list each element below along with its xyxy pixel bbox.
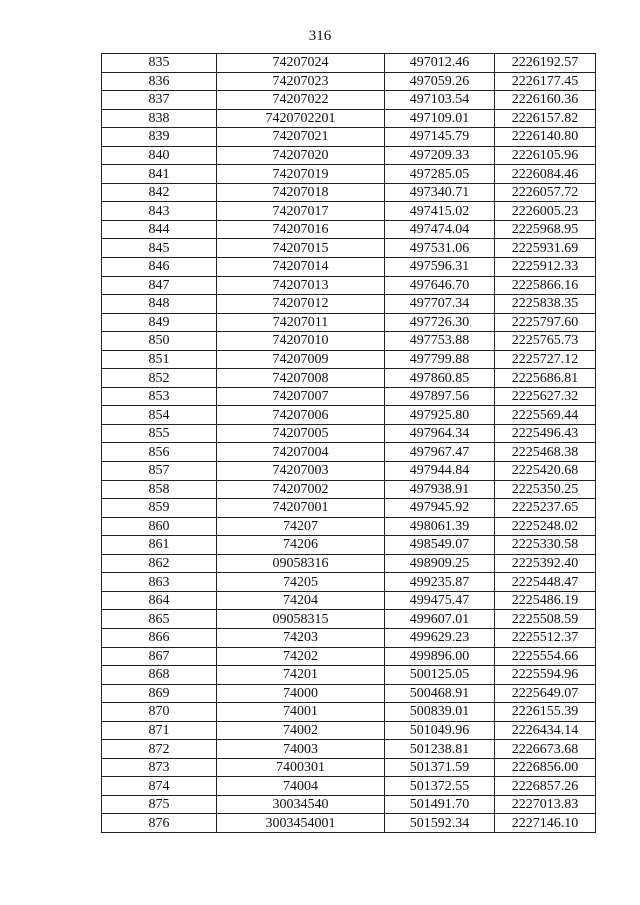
table-row [102,295,596,314]
point-code-cell: 74207010 [217,332,385,351]
table-row [102,54,596,73]
y-coordinate-cell: 2227146.10 [495,814,596,833]
y-coordinate-cell: 2226160.36 [495,91,596,110]
point-number-cell: 871 [102,721,217,740]
point-code-cell: 74207024 [217,54,385,73]
point-code-cell: 74207003 [217,462,385,481]
point-code-cell: 74207004 [217,443,385,462]
x-coordinate-cell: 497938.91 [385,480,495,499]
point-number-cell: 875 [102,795,217,814]
table-row [102,684,596,703]
x-coordinate-cell: 497415.02 [385,202,495,221]
y-coordinate-cell: 2226155.39 [495,703,596,722]
y-coordinate-cell: 2225686.81 [495,369,596,388]
point-code-cell: 74206 [217,536,385,555]
y-coordinate-cell: 2226105.96 [495,146,596,165]
y-coordinate-cell: 2225448.47 [495,573,596,592]
y-coordinate-cell: 2225627.32 [495,387,596,406]
y-coordinate-cell: 2226856.00 [495,758,596,777]
x-coordinate-cell: 497753.88 [385,332,495,351]
table-row [102,387,596,406]
point-number-cell: 852 [102,369,217,388]
y-coordinate-cell: 2226084.46 [495,165,596,184]
table-row [102,480,596,499]
table-row [102,165,596,184]
x-coordinate-cell: 500839.01 [385,703,495,722]
y-coordinate-cell: 2225512.37 [495,628,596,647]
point-code-cell: 74202 [217,647,385,666]
point-number-cell: 872 [102,740,217,759]
point-number-cell: 869 [102,684,217,703]
point-number-cell: 876 [102,814,217,833]
y-coordinate-cell: 2225330.58 [495,536,596,555]
x-coordinate-cell: 500468.91 [385,684,495,703]
x-coordinate-cell: 501592.34 [385,814,495,833]
point-number-cell: 863 [102,573,217,592]
point-number-cell: 858 [102,480,217,499]
point-code-cell: 74207012 [217,295,385,314]
x-coordinate-cell: 501491.70 [385,795,495,814]
x-coordinate-cell: 497726.30 [385,313,495,332]
y-coordinate-cell: 2226192.57 [495,54,596,73]
point-code-cell: 7420702201 [217,109,385,128]
point-number-cell: 840 [102,146,217,165]
x-coordinate-cell: 497596.31 [385,258,495,277]
table-row [102,369,596,388]
table-row [102,517,596,536]
x-coordinate-cell: 497646.70 [385,276,495,295]
table-row [102,610,596,629]
y-coordinate-cell: 2225554.66 [495,647,596,666]
table-row [102,740,596,759]
point-number-cell: 862 [102,554,217,573]
x-coordinate-cell: 497285.05 [385,165,495,184]
y-coordinate-cell: 2226157.82 [495,109,596,128]
point-number-cell: 843 [102,202,217,221]
point-number-cell: 859 [102,499,217,518]
coordinates-table [101,53,596,833]
point-code-cell: 09058316 [217,554,385,573]
point-number-cell: 856 [102,443,217,462]
point-code-cell: 74000 [217,684,385,703]
x-coordinate-cell: 501371.59 [385,758,495,777]
y-coordinate-cell: 2226005.23 [495,202,596,221]
point-code-cell: 74207022 [217,91,385,110]
point-code-cell: 74207006 [217,406,385,425]
page-number: 316 [308,28,332,44]
point-number-cell: 845 [102,239,217,258]
table-row [102,332,596,351]
y-coordinate-cell: 2225649.07 [495,684,596,703]
table-row [102,758,596,777]
y-coordinate-cell: 2225931.69 [495,239,596,258]
x-coordinate-cell: 501049.96 [385,721,495,740]
point-number-cell: 864 [102,591,217,610]
point-code-cell: 74207013 [217,276,385,295]
x-coordinate-cell: 497109.01 [385,109,495,128]
y-coordinate-cell: 2225968.95 [495,220,596,239]
x-coordinate-cell: 497059.26 [385,72,495,91]
x-coordinate-cell: 499475.47 [385,591,495,610]
table-row [102,202,596,221]
table-row [102,183,596,202]
y-coordinate-cell: 2225468.38 [495,443,596,462]
point-code-cell: 7400301 [217,758,385,777]
x-coordinate-cell: 497925.80 [385,406,495,425]
point-code-cell: 74207015 [217,239,385,258]
y-coordinate-cell: 2226434.14 [495,721,596,740]
x-coordinate-cell: 500125.05 [385,666,495,685]
x-coordinate-cell: 497707.34 [385,295,495,314]
x-coordinate-cell: 497209.33 [385,146,495,165]
y-coordinate-cell: 2226140.80 [495,128,596,147]
table-row [102,91,596,110]
y-coordinate-cell: 2225594.96 [495,666,596,685]
y-coordinate-cell: 2225765.73 [495,332,596,351]
x-coordinate-cell: 497860.85 [385,369,495,388]
point-code-cell: 74205 [217,573,385,592]
y-coordinate-cell: 2226673.68 [495,740,596,759]
table-row [102,462,596,481]
x-coordinate-cell: 501372.55 [385,777,495,796]
table-row [102,703,596,722]
point-number-cell: 855 [102,424,217,443]
point-number-cell: 873 [102,758,217,777]
point-number-cell: 848 [102,295,217,314]
x-coordinate-cell: 497964.34 [385,424,495,443]
point-number-cell: 853 [102,387,217,406]
table-row [102,146,596,165]
table-row [102,536,596,555]
point-code-cell: 74207 [217,517,385,536]
table-row [102,276,596,295]
x-coordinate-cell: 499629.23 [385,628,495,647]
y-coordinate-cell: 2226857.26 [495,777,596,796]
y-coordinate-cell: 2225912.33 [495,258,596,277]
point-number-cell: 839 [102,128,217,147]
x-coordinate-cell: 497897.56 [385,387,495,406]
point-number-cell: 836 [102,72,217,91]
y-coordinate-cell: 2225420.68 [495,462,596,481]
point-number-cell: 850 [102,332,217,351]
table-row [102,72,596,91]
point-code-cell: 74002 [217,721,385,740]
table-row [102,109,596,128]
table-row [102,666,596,685]
point-number-cell: 874 [102,777,217,796]
point-code-cell: 74207008 [217,369,385,388]
x-coordinate-cell: 501238.81 [385,740,495,759]
table-row [102,220,596,239]
point-code-cell: 74207017 [217,202,385,221]
table-row [102,573,596,592]
point-number-cell: 847 [102,276,217,295]
y-coordinate-cell: 2225727.12 [495,350,596,369]
y-coordinate-cell: 2225797.60 [495,313,596,332]
table-row [102,239,596,258]
y-coordinate-cell: 2225838.35 [495,295,596,314]
point-number-cell: 854 [102,406,217,425]
x-coordinate-cell: 498549.07 [385,536,495,555]
point-number-cell: 857 [102,462,217,481]
x-coordinate-cell: 497340.71 [385,183,495,202]
table-row [102,777,596,796]
y-coordinate-cell: 2225350.25 [495,480,596,499]
table-row [102,350,596,369]
point-number-cell: 865 [102,610,217,629]
point-code-cell: 74207023 [217,72,385,91]
table-row [102,628,596,647]
y-coordinate-cell: 2225496.43 [495,424,596,443]
point-code-cell: 74207007 [217,387,385,406]
x-coordinate-cell: 498909.25 [385,554,495,573]
point-number-cell: 851 [102,350,217,369]
x-coordinate-cell: 497945.92 [385,499,495,518]
point-code-cell: 74203 [217,628,385,647]
point-number-cell: 846 [102,258,217,277]
point-number-cell: 841 [102,165,217,184]
table-row [102,313,596,332]
x-coordinate-cell: 497944.84 [385,462,495,481]
point-number-cell: 838 [102,109,217,128]
y-coordinate-cell: 2227013.83 [495,795,596,814]
x-coordinate-cell: 497799.88 [385,350,495,369]
coordinates-table-body [102,54,596,833]
x-coordinate-cell: 499896.00 [385,647,495,666]
y-coordinate-cell: 2225248.02 [495,517,596,536]
x-coordinate-cell: 497103.54 [385,91,495,110]
point-number-cell: 835 [102,54,217,73]
point-number-cell: 837 [102,91,217,110]
y-coordinate-cell: 2225569.44 [495,406,596,425]
point-code-cell: 74207019 [217,165,385,184]
point-code-cell: 74207021 [217,128,385,147]
table-row [102,128,596,147]
point-number-cell: 867 [102,647,217,666]
point-code-cell: 74207002 [217,480,385,499]
point-code-cell: 74207011 [217,313,385,332]
point-code-cell: 74001 [217,703,385,722]
x-coordinate-cell: 499235.87 [385,573,495,592]
point-number-cell: 868 [102,666,217,685]
y-coordinate-cell: 2226057.72 [495,183,596,202]
point-code-cell: 74004 [217,777,385,796]
point-number-cell: 842 [102,183,217,202]
point-code-cell: 74201 [217,666,385,685]
table-row [102,591,596,610]
x-coordinate-cell: 497967.47 [385,443,495,462]
point-code-cell: 74207009 [217,350,385,369]
table-row [102,424,596,443]
table-row [102,721,596,740]
y-coordinate-cell: 2225486.19 [495,591,596,610]
table-row [102,406,596,425]
x-coordinate-cell: 497531.06 [385,239,495,258]
x-coordinate-cell: 498061.39 [385,517,495,536]
point-number-cell: 860 [102,517,217,536]
table-row [102,258,596,277]
point-code-cell: 74204 [217,591,385,610]
table-row [102,554,596,573]
point-number-cell: 844 [102,220,217,239]
point-code-cell: 74207016 [217,220,385,239]
point-code-cell: 09058315 [217,610,385,629]
point-code-cell: 30034540 [217,795,385,814]
point-code-cell: 3003454001 [217,814,385,833]
point-code-cell: 74003 [217,740,385,759]
point-number-cell: 849 [102,313,217,332]
x-coordinate-cell: 497012.46 [385,54,495,73]
x-coordinate-cell: 499607.01 [385,610,495,629]
x-coordinate-cell: 497474.04 [385,220,495,239]
table-row [102,795,596,814]
table-row [102,499,596,518]
point-number-cell: 866 [102,628,217,647]
y-coordinate-cell: 2225237.65 [495,499,596,518]
y-coordinate-cell: 2226177.45 [495,72,596,91]
point-number-cell: 861 [102,536,217,555]
table-row [102,443,596,462]
y-coordinate-cell: 2225508.59 [495,610,596,629]
point-code-cell: 74207020 [217,146,385,165]
y-coordinate-cell: 2225866.16 [495,276,596,295]
point-code-cell: 74207014 [217,258,385,277]
point-code-cell: 74207001 [217,499,385,518]
point-code-cell: 74207018 [217,183,385,202]
point-number-cell: 870 [102,703,217,722]
y-coordinate-cell: 2225392.40 [495,554,596,573]
x-coordinate-cell: 497145.79 [385,128,495,147]
table-row [102,814,596,833]
point-code-cell: 74207005 [217,424,385,443]
table-row [102,647,596,666]
